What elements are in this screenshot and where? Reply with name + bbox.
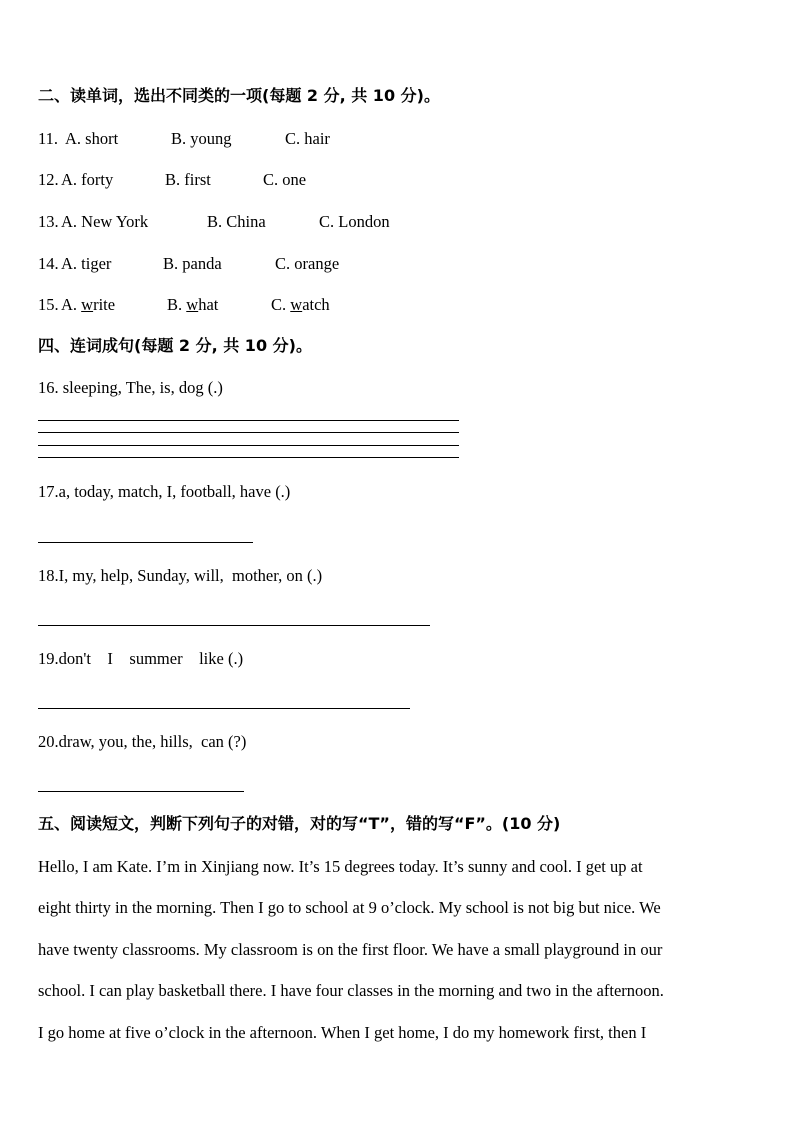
question-13 xyxy=(38,212,758,232)
section-4-heading: 四、连词成句(每题 2 分, 共 10 分)。 xyxy=(38,336,312,355)
option-a: A. short xyxy=(65,129,119,148)
answer-line[interactable] xyxy=(38,542,253,543)
section-5-heading: 五、阅读短文，判断下列句子的对错，对的写“T”，错的写“F”。(10 分) xyxy=(38,814,561,833)
question-15 xyxy=(38,295,758,315)
option-a-prefix: A. xyxy=(61,295,82,314)
option-b: B. panda xyxy=(163,254,222,273)
option-a: A. tiger xyxy=(61,254,112,273)
option-c: C. London xyxy=(319,212,390,231)
option-c-prefix: C. xyxy=(271,295,291,314)
question-20: 20.draw, you, the, hills, can (?) xyxy=(38,732,247,751)
passage-line: have twenty classrooms. My classroom is on the first floor. We have a small playground in our xyxy=(38,940,663,959)
question-number: 15. xyxy=(38,295,59,314)
option-c-rest: atch xyxy=(302,295,330,314)
answer-line[interactable] xyxy=(38,708,410,709)
question-18: 18.I, my, help, Sunday, will, mother, on (.) xyxy=(38,566,323,585)
section-2-heading: 二、读单词，选出不同类的一项(每题 2 分, 共 10 分)。 xyxy=(38,86,440,105)
answer-line[interactable] xyxy=(38,625,430,626)
option-b-rest: hat xyxy=(198,295,219,314)
option-c xyxy=(271,295,330,315)
option-a: A. New York xyxy=(61,212,149,231)
option-a xyxy=(61,295,115,315)
answer-line[interactable] xyxy=(38,420,459,421)
question-number: 14. xyxy=(38,254,59,273)
option-b xyxy=(167,295,218,315)
passage-line: eight thirty in the morning. Then I go to school at 9 o’clock. My school is not big but nice. We xyxy=(38,898,661,917)
question-19: 19.don't I summer like (.) xyxy=(38,649,244,668)
question-14 xyxy=(38,254,758,274)
question-17: 17.a, today, match, I, football, have (.) xyxy=(38,482,291,501)
passage-line: Hello, I am Kate. I’m in Xinjiang now. It’s 15 degrees today. It’s sunny and cool. I get up at xyxy=(38,857,643,876)
passage-line: I go home at five o’clock in the afternoon. When I get home, I do my homework first, then I xyxy=(38,1023,647,1042)
option-b: B. first xyxy=(165,170,211,189)
answer-line[interactable] xyxy=(38,791,244,792)
option-b-prefix: B. xyxy=(167,295,187,314)
answer-line[interactable] xyxy=(38,432,459,433)
underlined-letter: w xyxy=(81,295,94,314)
question-number: 13. xyxy=(38,212,59,231)
option-a: A. forty xyxy=(61,170,114,189)
option-c: C. orange xyxy=(275,254,340,273)
option-c: C. hair xyxy=(285,129,330,148)
underlined-letter: w xyxy=(186,295,199,314)
passage-line: school. I can play basketball there. I have four classes in the morning and two in the afternoon. xyxy=(38,981,664,1000)
question-11 xyxy=(38,129,758,149)
option-b: B. China xyxy=(207,212,266,231)
underlined-letter: w xyxy=(290,295,303,314)
answer-line[interactable] xyxy=(38,445,459,446)
option-a-rest: rite xyxy=(93,295,116,314)
answer-line[interactable] xyxy=(38,457,459,458)
option-c: C. one xyxy=(263,170,307,189)
question-number: 11. xyxy=(38,129,59,148)
reading-passage xyxy=(38,857,750,1057)
question-16: 16. sleeping, The, is, dog (.) xyxy=(38,378,223,397)
question-number: 12. xyxy=(38,170,59,189)
option-b: B. young xyxy=(171,129,232,148)
question-12 xyxy=(38,170,758,190)
